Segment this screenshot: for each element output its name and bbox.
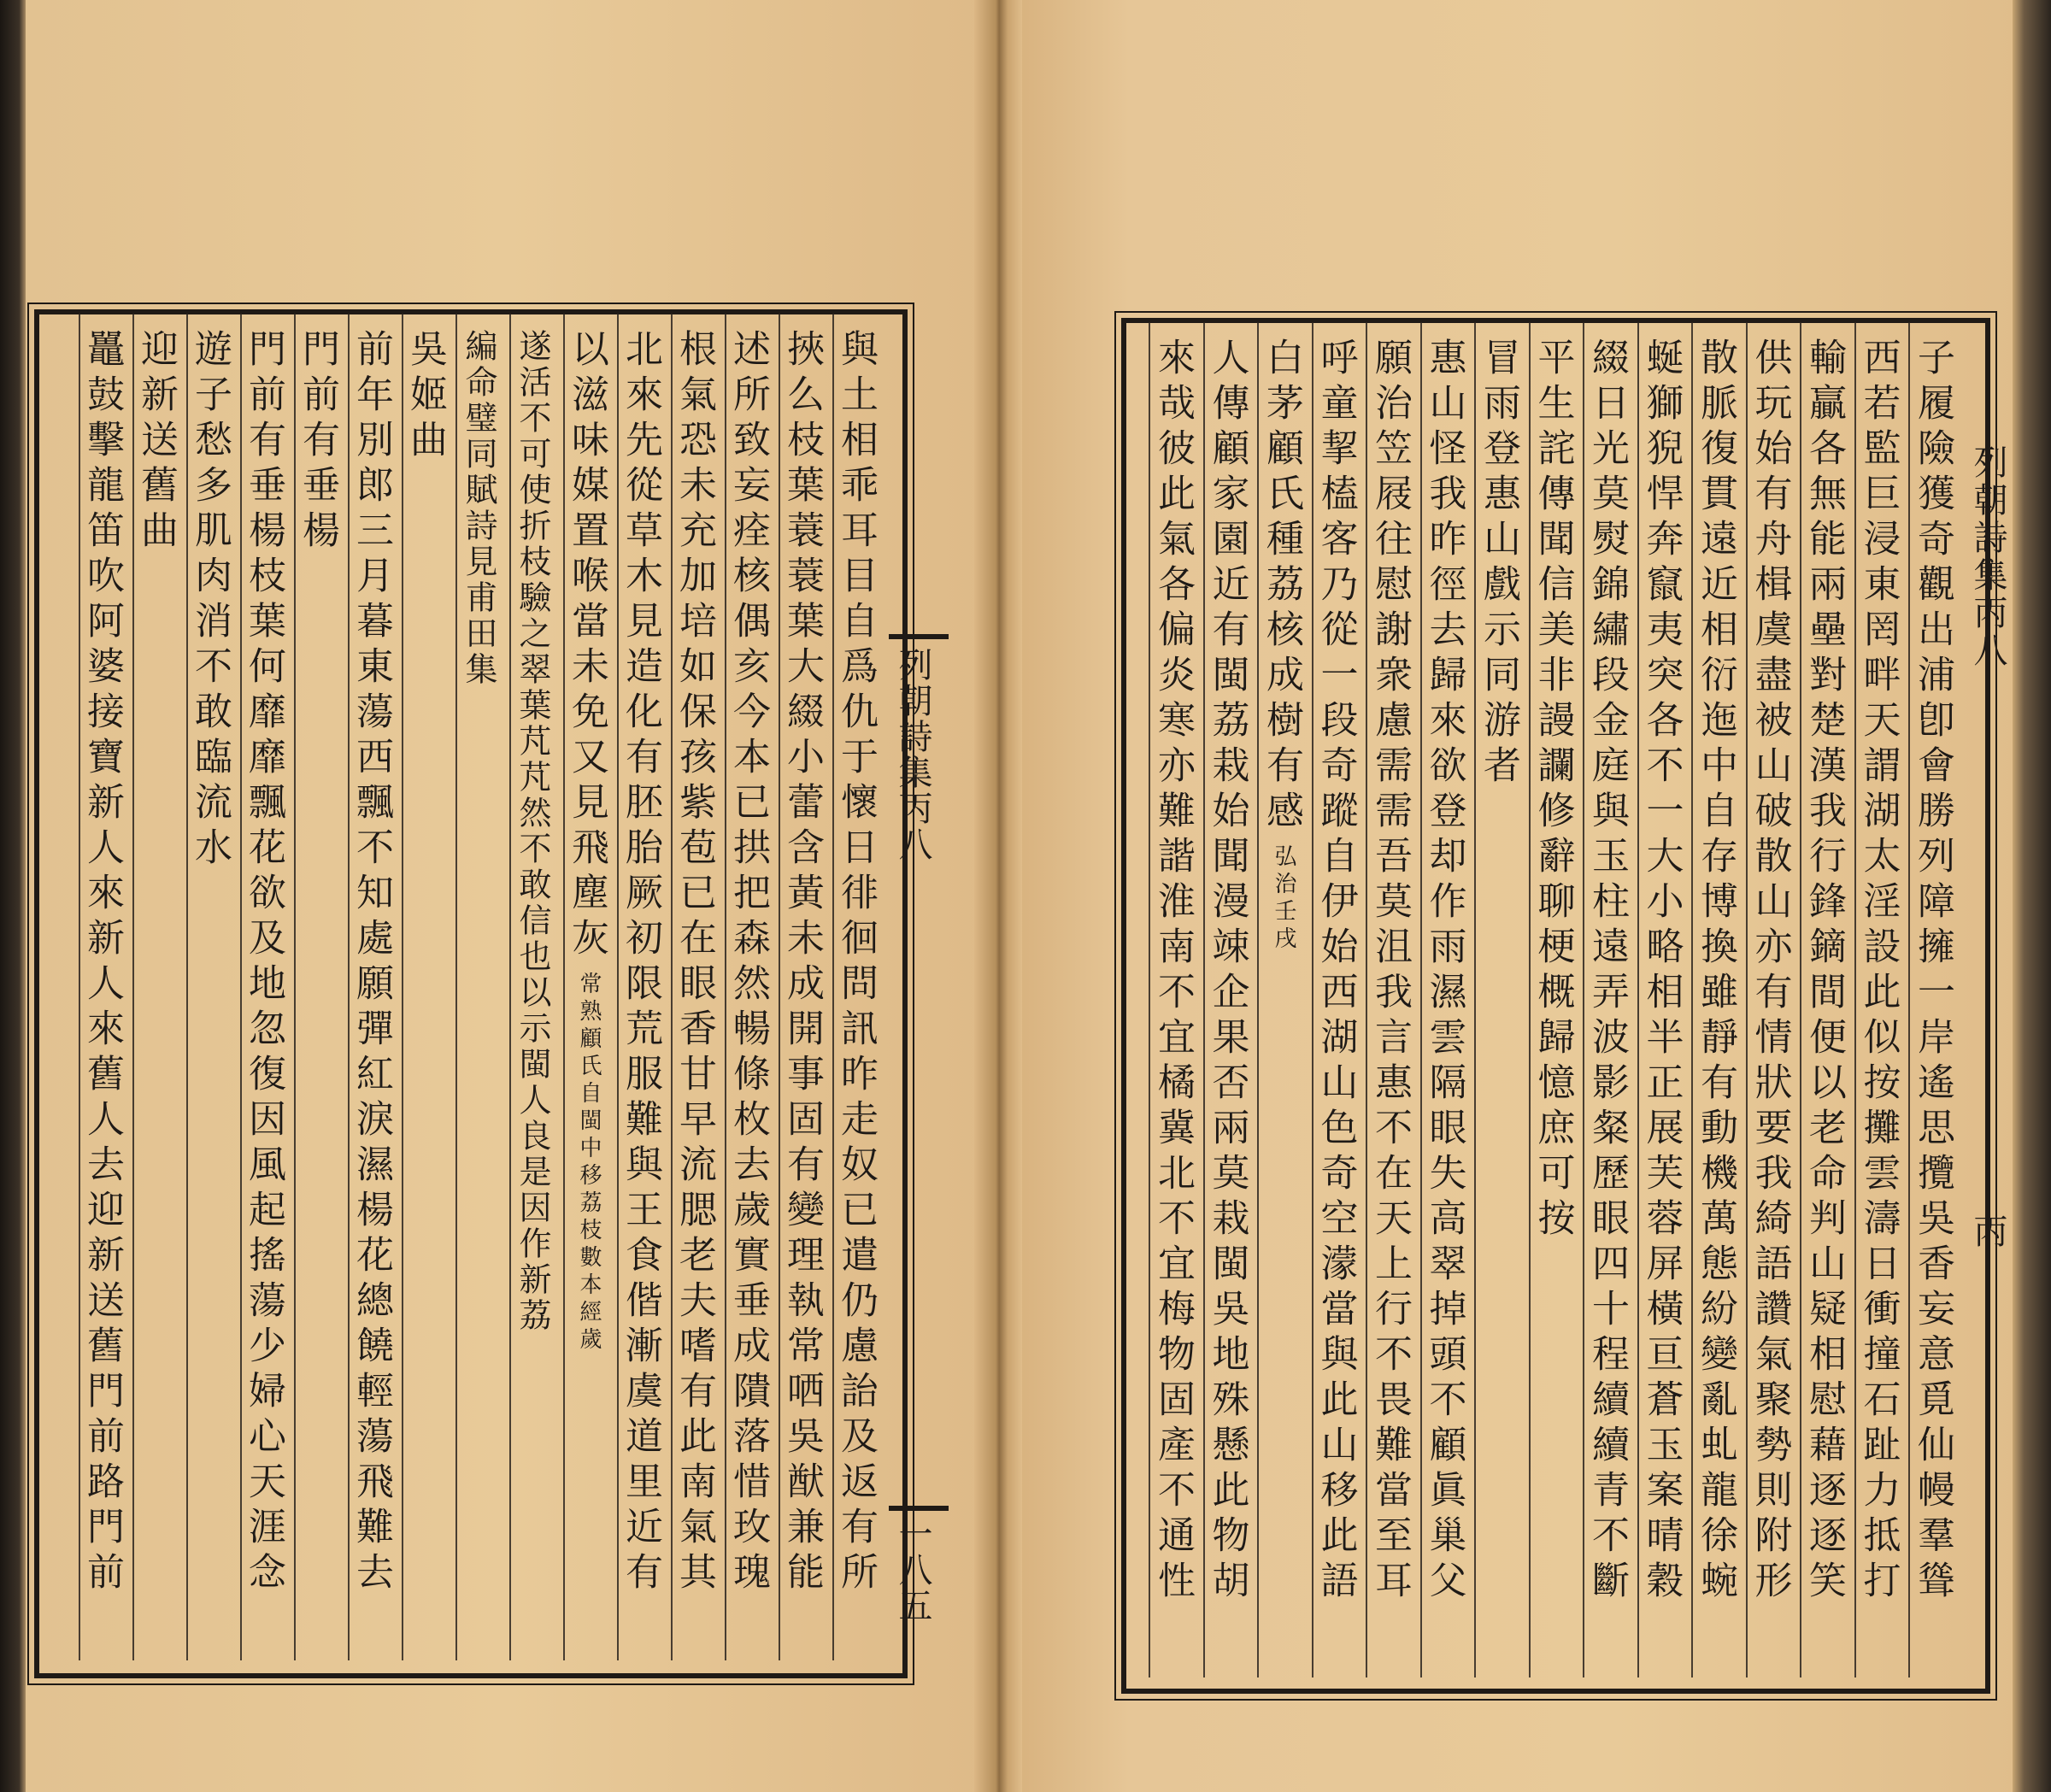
fishtail-mark [889,634,949,639]
text-column: 願治笠屐往慰謝衆慮需需吾莫沮我言惠不在天上行不畏難當至耳 [1368,338,1412,1606]
text-column: 遂活不可使折枝驗之翠葉芃芃然不敢信也以示閩人良是因作新荔 [514,329,551,1334]
column-rule [1312,322,1313,1677]
text-column: 白茅顧氏種荔核成樹有感 [1260,338,1303,836]
annotation-note: 弘治壬戌 [1271,844,1296,954]
text-column: 根氣恐未充加培如保孩紫苞已在眼香甘早流腮老夫嗜有此南氣其 [673,329,716,1597]
column-rule [79,314,80,1660]
text-column: 西若監巨浸東罔畔天謂湖太淫設此似按攤雲濤日衝撞石趾力抵打 [1856,338,1901,1606]
column-rule [1529,322,1531,1677]
text-column: 散脈復貫遠近相衍迤中自存博換雖靜有動機萬態紛變亂虬龍徐蜿 [1694,338,1737,1606]
column-rule [1583,322,1584,1677]
text-column: 編命璧同賦詩見甫田集 [460,329,497,688]
column-rule [294,314,296,1660]
margin-label: 列朝詩集丙八 [893,647,932,862]
column-rule [832,314,834,1660]
book-edge-left [0,0,27,1792]
text-column: 蜒獅猊悍奔竄夷突各不一大小略相半正展芙蓉屏橫亘蒼玉案晴穀 [1639,338,1684,1606]
margin-label: 列朝詩集丙八 [1968,444,2007,670]
column-rule [1366,322,1367,1677]
margin-mark: 丙 [1968,1213,2007,1251]
right-center-strip [1966,34,2017,1658]
text-column: 呼童挈榼客乃從一段奇蹤自伊始西湖山色奇空濛當與此山移此語 [1313,338,1358,1606]
column-rule [1203,322,1205,1677]
page-number: 一八五 [893,1516,932,1624]
column-rule [348,314,350,1660]
column-rule [1257,322,1259,1677]
text-column: 門前有垂楊枝葉何靡靡飄花欲及地忽復因風起搖蕩少婦心天涯念 [242,329,285,1597]
column-rule [509,314,511,1660]
column-rule [1637,322,1639,1677]
text-column: 以滋味媒置喉當未免又見飛塵灰 [565,329,608,963]
text-column: 挾么枝葉蓑蓑葉大綴小蕾含黃未成開事固有變理執常哂吳猷兼能 [780,329,824,1597]
text-column: 人傳顧家園近有閩荔栽始聞漫竦企果否兩莫栽閩吳地殊懸此物胡 [1205,338,1249,1606]
column-rule [1420,322,1422,1677]
text-column: 惠山怪我昨徑去歸來欲登却作雨濕雲隔眼失高翠掉頭不顧眞巢父 [1422,338,1466,1606]
column-rule [563,314,565,1660]
column-rule [617,314,619,1660]
left-center-strip [889,309,991,1678]
text-column: 與土相乖耳目自爲仇于懷日徘徊問訊昨走奴已遣仍慮詒及返有所 [834,329,878,1597]
column-rule [1691,322,1693,1677]
column-rule [1149,322,1150,1677]
column-rule [402,314,403,1660]
column-rule [671,314,673,1660]
column-rule [725,314,726,1660]
column-rule [1854,322,1856,1677]
column-rule [1474,322,1476,1677]
text-column: 冒雨登惠山戲示同游者 [1477,338,1520,790]
text-column: 來哉彼此氣各偏炎寒亦難諧淮南不宜橘冀北不宜梅物固產不通性 [1151,338,1195,1606]
text-column: 平生詫傳聞信美非謾讕修辭聊梗概歸憶庶可按 [1531,338,1575,1243]
column-rule [240,314,242,1660]
text-column: 輸贏各無能兩壘對楚漢我行鋒鏑間便以老命判山疑相慰藉逐逐笑 [1802,338,1846,1606]
text-column: 迎新送舊曲 [134,329,178,555]
text-column: 北來先從草木見造化有胚胎厥初限荒服難與王食偕漸虞道里近有 [619,329,662,1597]
text-column: 門前有垂楊 [296,329,339,555]
text-column: 遊子愁多肌肉消不敢臨流水 [188,329,232,872]
text-column: 子履險獲奇觀出浦卽會勝列障擁一岸遙思攬吳香妄意覓仙幔羣聳 [1911,338,1954,1606]
column-rule [1908,322,1910,1677]
column-rule [779,314,780,1660]
column-rule [186,314,188,1660]
annotation-note: 常熟顧氏自閩中移荔枝數本經歲 [576,972,602,1354]
column-rule [1746,322,1748,1677]
text-column: 供玩始有舟楫虞盡被山破散山亦有情狀要我綺語讚氣聚勢則附形 [1748,338,1792,1606]
text-column: 述所致妄痊核偶亥今本已拱把森然暢條枚去歲實垂成隤落惜玫瑰 [726,329,770,1597]
column-rule [455,314,457,1660]
book-edge-right [2013,0,2051,1792]
text-column: 鼉鼓擊龍笛吹阿婆接寶新人來新人來舊人去迎新送舊門前路門前 [80,329,124,1597]
column-rule [132,314,134,1660]
column-rule [1800,322,1801,1677]
fishtail-mark [889,1506,949,1511]
text-column: 吳姬曲 [403,329,447,465]
text-column: 綴日光莫熨錦繡段金庭與玉柱遠弄波影粲歷眼四十程續續青不斷 [1585,338,1629,1606]
text-column: 前年別郎三月暮東蕩西飄不知處願彈紅淚濕楊花總饒輕蕩飛難去 [350,329,393,1597]
